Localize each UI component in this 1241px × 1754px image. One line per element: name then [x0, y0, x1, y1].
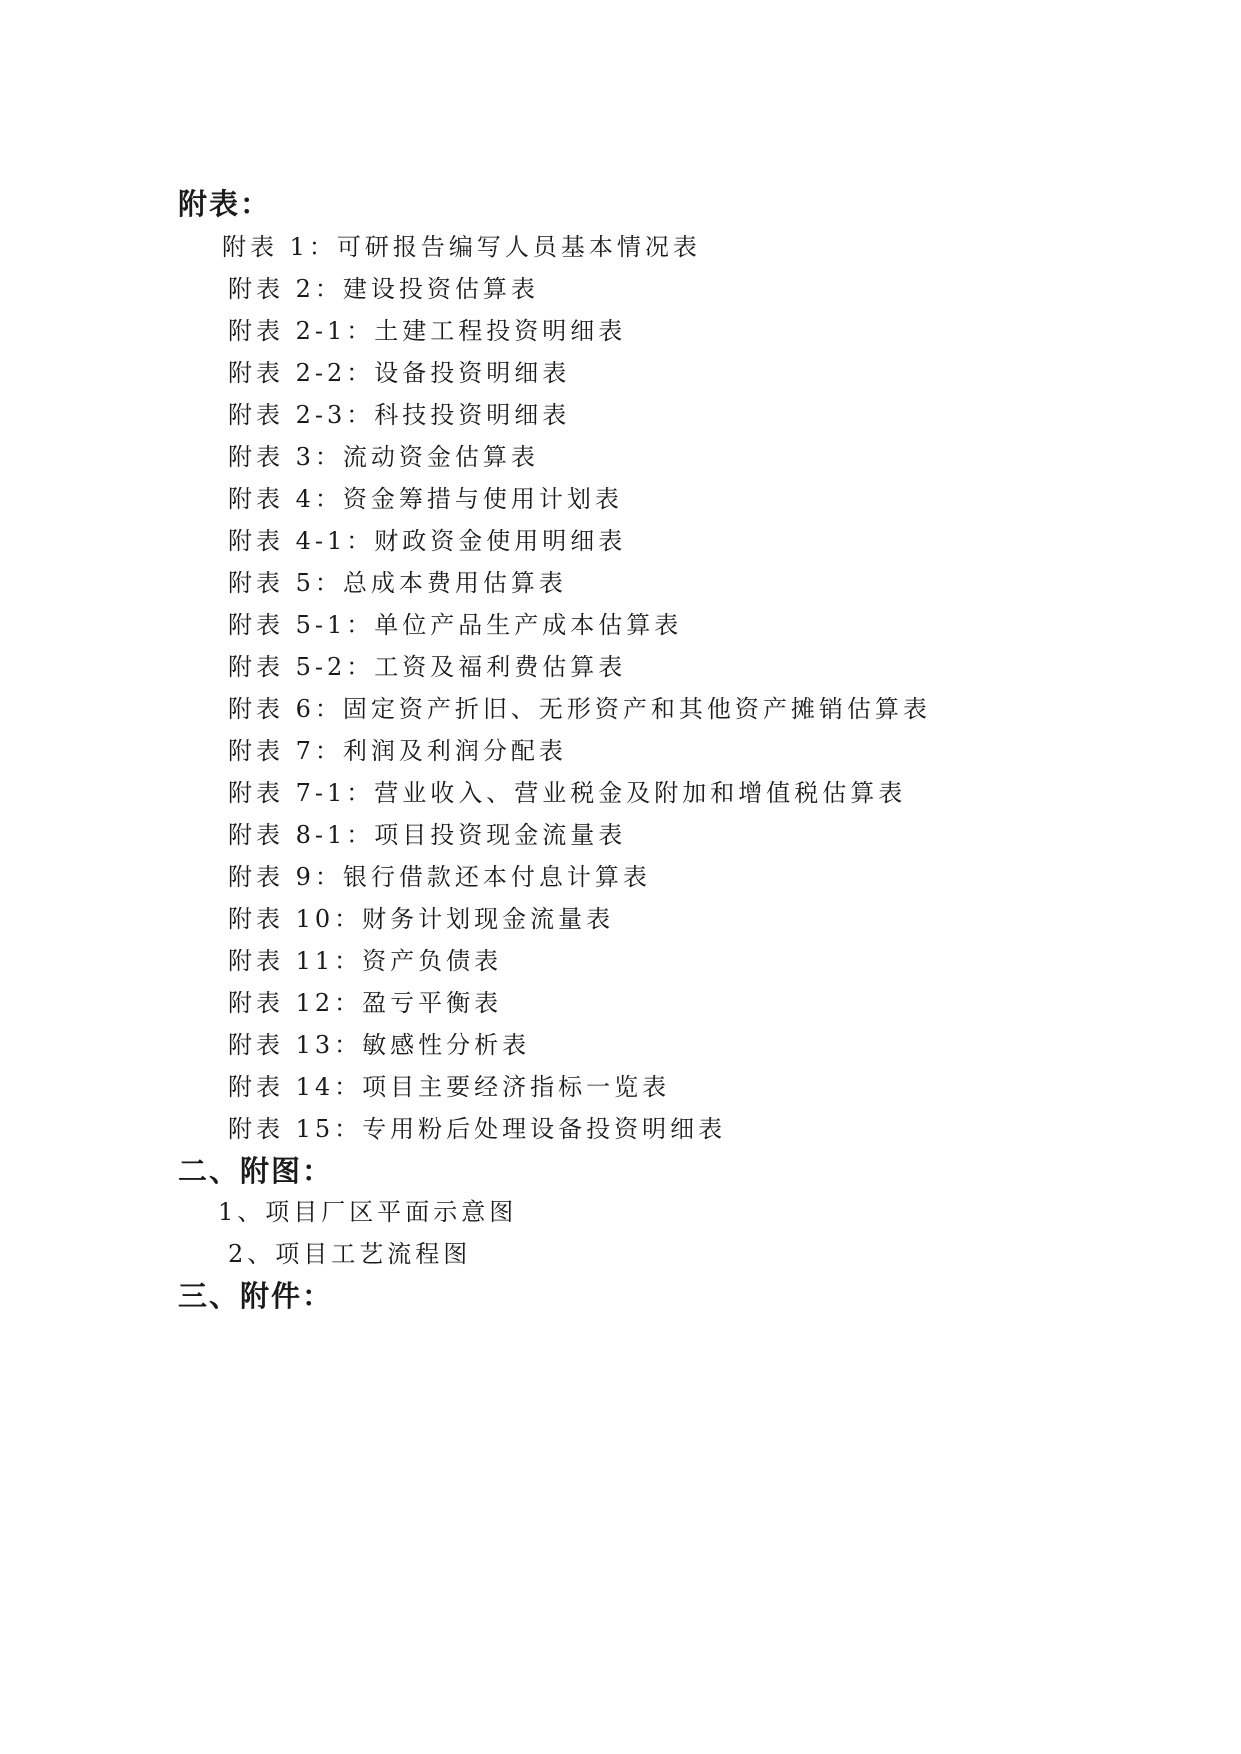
- figures-heading: 二、附图：: [178, 1154, 334, 1188]
- list-item: 附表 15：专用粉后处理设备投资明细表: [228, 1115, 727, 1143]
- list-item: 附表 5-1：单位产品生产成本估算表: [228, 611, 683, 639]
- list-item: 附表 5：总成本费用估算表: [228, 569, 567, 597]
- list-item: 附表 8-1：项目投资现金流量表: [228, 821, 627, 849]
- list-item: 附表 2-3：科技投资明细表: [228, 401, 571, 429]
- list-item: 附表 13：敏感性分析表: [228, 1031, 531, 1059]
- list-item: 附表 4：资金筹措与使用计划表: [228, 485, 623, 513]
- list-item: 附表 11：资产负债表: [228, 947, 503, 975]
- list-item: 1、项目厂区平面示意图: [218, 1198, 518, 1226]
- list-item: 附表 14：项目主要经济指标一览表: [228, 1073, 671, 1101]
- attachments-heading: 三、附件：: [178, 1279, 334, 1313]
- list-item: 附表 3：流动资金估算表: [228, 443, 539, 471]
- list-item: 附表 2：建设投资估算表: [228, 275, 539, 303]
- tables-heading: 附表：: [178, 187, 272, 221]
- list-item: 附表 10：财务计划现金流量表: [228, 905, 615, 933]
- list-item: 附表 6：固定资产折旧、无形资产和其他资产摊销估算表: [228, 695, 931, 723]
- list-item: 附表 7-1：营业收入、营业税金及附加和增值税估算表: [228, 779, 907, 807]
- list-item: 附表 9：银行借款还本付息计算表: [228, 863, 651, 891]
- list-item: 附表 4-1：财政资金使用明细表: [228, 527, 627, 555]
- list-item: 2、项目工艺流程图: [228, 1240, 472, 1268]
- list-item: 附表 12：盈亏平衡表: [228, 989, 503, 1017]
- list-item: 附表 1：可研报告编写人员基本情况表: [222, 233, 701, 261]
- list-item: 附表 2-1：土建工程投资明细表: [228, 317, 627, 345]
- list-item: 附表 5-2：工资及福利费估算表: [228, 653, 627, 681]
- list-item: 附表 7：利润及利润分配表: [228, 737, 567, 765]
- list-item: 附表 2-2：设备投资明细表: [228, 359, 571, 387]
